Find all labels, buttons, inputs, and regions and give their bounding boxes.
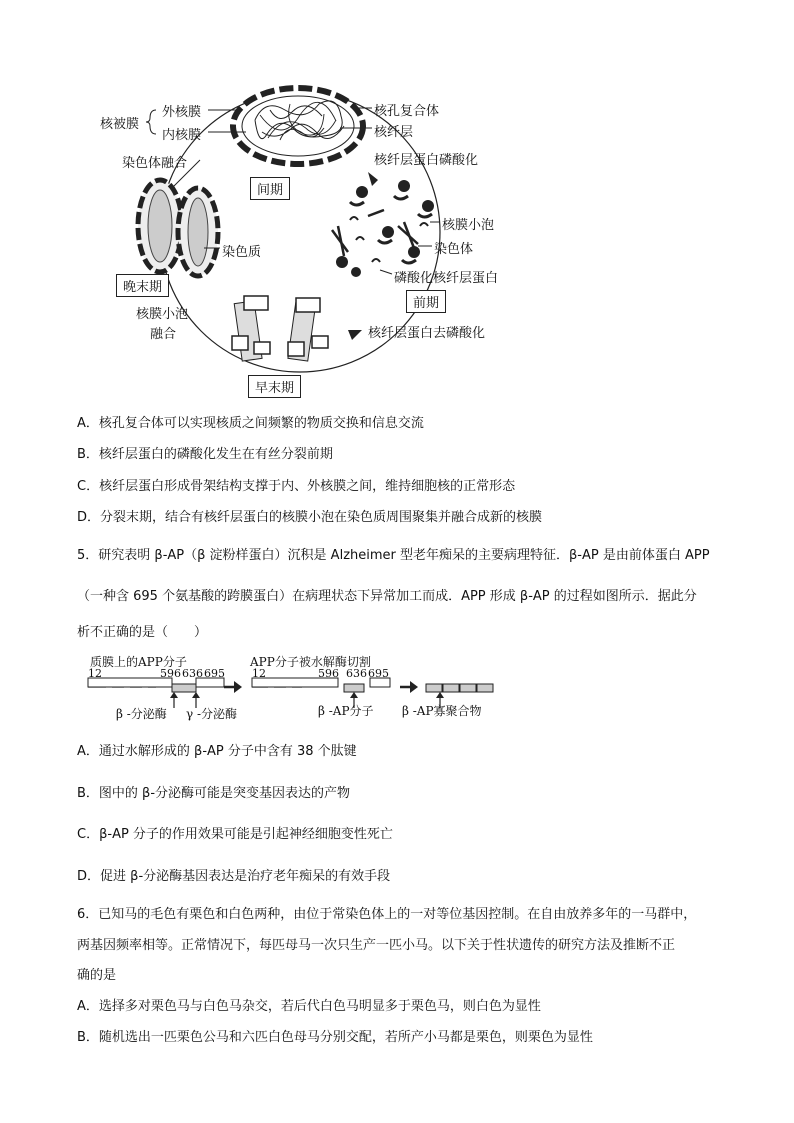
- app-n636-left: 636: [182, 667, 203, 680]
- label-vesicle: 核膜小泡: [442, 218, 495, 233]
- label-chromatin: 染色质: [222, 245, 262, 260]
- label-beta-ap: β -AP分子: [318, 704, 374, 718]
- q4-option-a: A．核孔复合体可以实现核质之间频繁的物质交换和信息交流: [77, 416, 424, 431]
- label-phos-lamin: 磷酸化核纤层蛋白: [394, 271, 499, 286]
- app-n596-left: 596: [160, 667, 181, 680]
- arrow-2: [410, 681, 418, 693]
- q5-stem-line1: 5．研究表明 β-AP（β 淀粉样蛋白）沉积是 Alzheimer 型老年痴呆的主要病理特征．β-AP 是由前体蛋白 APP: [77, 548, 710, 563]
- label-gamma-secretase: γ -分泌酶: [186, 707, 238, 721]
- oligomer-unit-3: [460, 684, 476, 692]
- q6-stem-line2: 两基因频率相等。正常情况下，每匹母马一次只生产一匹小马。以下关于性状遗传的研究方法及推断不正: [77, 938, 676, 953]
- label-beta-ap-oligomer: β -AP寡聚合物: [402, 704, 482, 718]
- q6-stem-line1: 6．已知马的毛色有栗色和白色两种，由位于常染色体上的一对等位基因控制。在自由放养多年的一马群中，: [77, 907, 697, 922]
- interphase-nucleus: [233, 88, 363, 164]
- label-lamin-phos: 核纤层蛋白磷酸化: [374, 153, 479, 168]
- label-vesicle-fusion-1: 核膜小泡: [136, 307, 189, 322]
- app-n12-left: 12: [88, 667, 102, 680]
- app-label-left: 质膜上的APP分子: [90, 655, 187, 669]
- early-telophase-chromosomes: [232, 296, 328, 361]
- label-lamina: 核纤层: [374, 125, 414, 140]
- late-telophase-nuclei: [138, 180, 218, 276]
- q5-option-d: D．促进 β-分泌酶基因表达是治疗老年痴呆的有效手段: [77, 869, 391, 884]
- stage-prophase: 前期: [406, 290, 446, 313]
- stage-early-telophase: 早末期: [248, 375, 301, 398]
- app-n636-mid: 636: [346, 667, 367, 680]
- app-n596-mid: 596: [318, 667, 339, 680]
- label-inner-membrane: 内核膜: [162, 128, 202, 143]
- q6-option-a: A．选择多对栗色马与白色马杂交，若后代白色马明显多于栗色马，则白色为显性: [77, 999, 541, 1014]
- app-left-beta-segment: [172, 684, 196, 692]
- q4-option-b: B．核纤层蛋白的磷酸化发生在有丝分裂前期: [77, 447, 333, 462]
- app-n695-mid: 695: [368, 667, 389, 680]
- oligomer-unit-2: [443, 684, 459, 692]
- q4-option-d: D．分裂末期，结合有核纤层蛋白的核膜小泡在染色质周围聚集并融合成新的核膜: [77, 510, 543, 525]
- label-outer-membrane: 外核膜: [162, 105, 202, 120]
- app-n695-left: 695: [204, 667, 225, 680]
- q5-option-b: B．图中的 β-分泌酶可能是突变基因表达的产物: [77, 786, 351, 801]
- prophase-elements: [332, 180, 434, 277]
- oligomer-unit-4: [477, 684, 493, 692]
- label-beta-secretase: β -分泌酶: [116, 707, 167, 721]
- figure-nuclear-cycle: [0, 0, 794, 400]
- app-mid-beta-fragment: [344, 684, 364, 692]
- label-envelope: 核被膜: [100, 117, 140, 132]
- cycle-arrow-2: [348, 330, 362, 340]
- figure-app-processing: [80, 650, 520, 725]
- q6-option-b: B．随机选出一匹栗色公马和六匹白色母马分别交配，若所产小马都是栗色，则栗色为显性: [77, 1030, 593, 1045]
- label-vesicle-fusion-2: 融合: [150, 327, 177, 342]
- app-n12-mid: 12: [252, 667, 266, 680]
- oligomer-unit-1: [426, 684, 442, 692]
- stage-interphase: 间期: [250, 177, 290, 200]
- app-label-mid: APP分子被水解酶切割: [250, 655, 371, 669]
- label-chromosome-fusion: 染色体融合: [122, 156, 188, 171]
- label-chromosome: 染色体: [434, 242, 474, 257]
- cycle-arrow-1: [368, 172, 378, 186]
- q4-option-c: C．核纤层蛋白形成骨架结构支撑于内、外核膜之间，维持细胞核的正常形态: [77, 479, 516, 494]
- q6-stem-line3: 确的是: [77, 968, 117, 983]
- label-pore-complex: 核孔复合体: [374, 104, 440, 119]
- label-lamin-dephos: 核纤层蛋白去磷酸化: [368, 326, 486, 341]
- arrow-1: [234, 681, 242, 693]
- q5-stem-line3: 析不正确的是（ ）: [77, 625, 208, 640]
- q5-stem-line2: （一种含 695 个氨基酸的跨膜蛋白）在病理状态下异常加工而成．APP 形成 β-AP 的过程如图所示．据此分: [77, 589, 697, 604]
- stage-late-telophase: 晚末期: [116, 274, 169, 297]
- q5-option-c: C．β-AP 分子的作用效果可能是引起神经细胞变性死亡: [77, 827, 393, 842]
- q5-option-a: A．通过水解形成的 β-AP 分子中含有 38 个肽键: [77, 744, 357, 759]
